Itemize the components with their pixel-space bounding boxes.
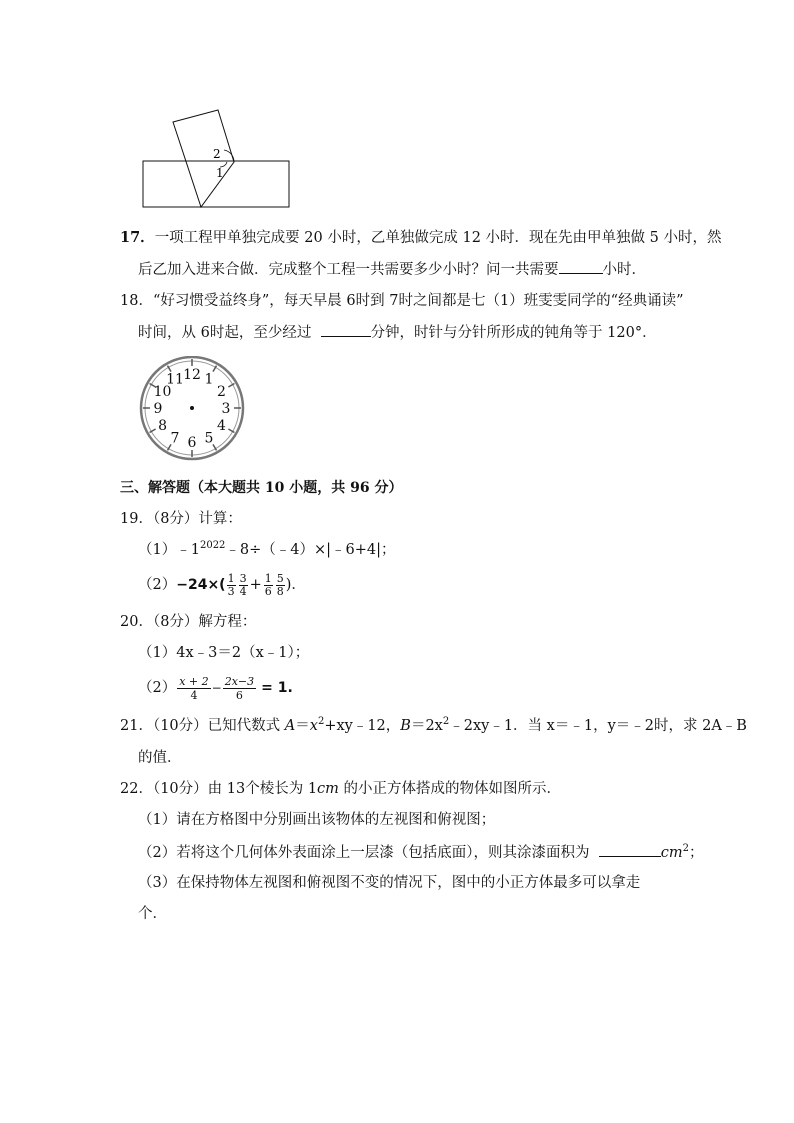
angle-label-1: 1 <box>216 166 224 180</box>
question-21-line-1: 21．（10分）已知代数式 $A=x^2+xy﹣12$，$B=2x^2﹣2xy﹣1$．当 x＝﹣1，y＝﹣2时，求 2A﹣B <box>120 716 747 734</box>
question-22-part-3-line-2: 个． <box>138 906 167 922</box>
clock-face <box>136 356 248 468</box>
clock-number-2: 2 <box>216 384 226 400</box>
answer-blank[interactable] <box>321 322 371 337</box>
question-17-line-1: 17．一项工程甲单独完成要 20 小时，乙单独做完成 12 小时．现在先由甲单独做 5 小时，然 <box>120 229 722 246</box>
question-number: 17． <box>120 229 155 246</box>
section-title: 三、解答题（本大题共 10 小题，共 96 分） <box>120 480 403 496</box>
angle-label-2: 2 <box>213 147 221 161</box>
clock-number-12: 12 <box>183 367 201 383</box>
clock-number-8: 8 <box>158 418 168 434</box>
fraction: $\frac{x + 2}{4}$ <box>179 674 209 702</box>
question-19-heading: 19．（8分）计算： <box>120 511 242 527</box>
question-22-part-3-line-1: （3）在保持物体左视图和俯视图不变的情况下，图中的小正方体最多可以拿走 <box>138 875 641 891</box>
clock-number-7: 7 <box>170 430 180 447</box>
question-21-line-2: 的值． <box>138 750 182 766</box>
answer-blank[interactable] <box>599 842 661 857</box>
fraction: $\frac{1}{6}$ <box>264 571 272 598</box>
clock-number-4: 4 <box>216 418 226 434</box>
question-20-heading: 20．（8分）解方程： <box>120 614 257 630</box>
clock-number-1: 1 <box>204 371 214 388</box>
clock-number-11: 11 <box>166 371 184 388</box>
clock-number-6: 6 <box>187 435 197 451</box>
answer-blank[interactable] <box>559 259 603 274</box>
angle-arc-2 <box>224 150 234 162</box>
question-17-line-2: 后乙加入进来合做．完成整个工程一共需要多少小时？问一共需要 小时． <box>138 259 646 280</box>
fraction: $\frac{1}{3}$ <box>227 571 235 598</box>
fraction: $\frac{5}{8}$ <box>276 571 284 598</box>
question-19-part-2: （2） −24×( $\frac{1}{3}$ $\frac{3}{4}$ + $\frac{1}{6}$ $\frac{5}{8}$ )． <box>138 571 306 598</box>
fraction: $\frac{2x-3}{6}$ <box>224 674 255 702</box>
geometry-figure <box>130 100 300 212</box>
question-20-part-2: （2） $\frac{x + 2}{4}$ − $\frac{2x-3}{6}$ = 1. <box>138 674 293 702</box>
clock-number-9: 9 <box>153 401 163 417</box>
clock-center-dot <box>190 406 194 410</box>
tilted-rectangle <box>173 110 234 207</box>
fraction: $\frac{3}{4}$ <box>239 571 247 598</box>
question-18-line-1: 18．“好习惯受益终身”，每天早晨 6时到 7时之间都是七（1）班雯雯同学的“经典诵读” <box>120 293 684 309</box>
question-18-line-2: 时间，从 6时起，至少经过 分钟，时针与分针所形成的钝角等于 120°． <box>138 322 657 343</box>
question-22-part-2: （2）若将这个几何体外表面涂上一层漆（包括底面），则其涂漆面积为 $cm^2$； <box>138 843 704 861</box>
clock-number-5: 5 <box>204 430 214 447</box>
question-22-part-1: （1）请在方格图中分别画出该物体的左视图和俯视图； <box>138 812 496 828</box>
question-22-line-1: 22．（10分）由 13个棱长为 1cm 的小正方体搭成的物体如图所示． <box>120 781 562 797</box>
clock-number-3: 3 <box>221 401 231 417</box>
question-20-part-1: （1）4x﹣3＝2（x﹣1）； <box>138 645 310 661</box>
clock-number-10: 10 <box>153 384 172 400</box>
question-19-part-1: $(1)﹣1^{2022}﹣8\div(﹣4)\times|﹣6+4|$； <box>138 540 396 558</box>
